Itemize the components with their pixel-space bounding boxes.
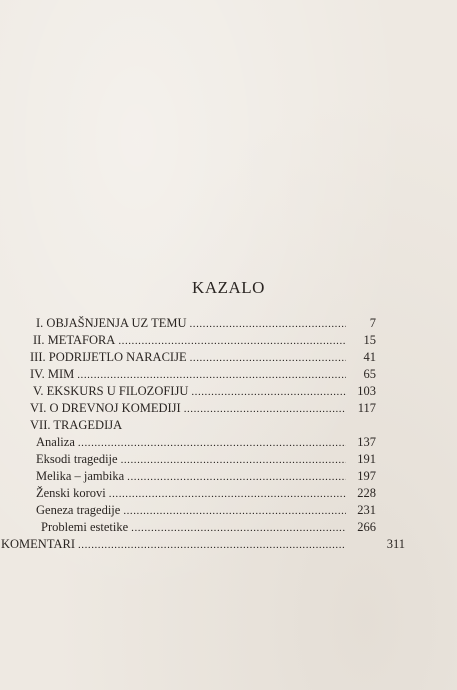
- toc-entry-label: VI. O DREVNOJ KOMEDIJI: [30, 401, 181, 415]
- toc-entry: [30, 332, 376, 349]
- toc-entry-label: Problemi estetike: [41, 520, 129, 534]
- toc-entry-label: Geneza tragedije: [36, 503, 121, 517]
- dot-leader: [109, 486, 346, 503]
- toc-entry: [30, 468, 376, 485]
- dot-leader: [78, 435, 346, 452]
- dot-leader: [191, 384, 346, 401]
- toc-entry-label: IV. MIM: [30, 367, 75, 381]
- toc-entry-page-number: 137: [357, 435, 376, 449]
- toc-entry: [30, 519, 376, 536]
- toc-entry: [30, 315, 376, 332]
- dot-leader: [127, 469, 346, 486]
- dot-leader: [189, 316, 346, 333]
- toc-entry: [30, 366, 376, 383]
- toc-entry-label: Ženski korovi: [36, 486, 106, 500]
- toc-entry: [30, 417, 346, 434]
- toc-entry-page-number: 7: [369, 316, 376, 330]
- dot-leader: [77, 367, 346, 384]
- toc-entry-label: Analiza: [36, 435, 75, 449]
- toc-entry-page-number: 311: [386, 537, 405, 551]
- toc-entry-label: VII. TRAGEDIJA: [30, 418, 123, 432]
- toc-entry-label: III. PODRIJETLO NARACIJE: [30, 350, 187, 364]
- toc-entry: [30, 400, 376, 417]
- toc-entry: [30, 485, 376, 502]
- dot-leader: [131, 520, 346, 537]
- dot-leader: [118, 333, 346, 350]
- toc-entry: [30, 451, 376, 468]
- toc-entry-page-number: 266: [357, 520, 376, 534]
- toc-entry-page-number: 15: [363, 333, 376, 347]
- toc-entry: [30, 502, 376, 519]
- toc-entry-label: Eksodi tragedije: [36, 452, 118, 466]
- dot-leader: [190, 350, 346, 367]
- toc-entry-page-number: 117: [357, 401, 376, 415]
- toc-entry-label: Melika – jambika: [36, 469, 125, 483]
- toc-entry-page-number: 41: [363, 350, 376, 364]
- toc-entry: [1, 536, 405, 553]
- page-title: KAZALO: [192, 278, 265, 297]
- toc-entry-page-number: 103: [357, 384, 376, 398]
- dot-leader: [78, 537, 346, 554]
- toc-entry-label: II. METAFORA: [33, 333, 116, 347]
- toc-entry-label: I. OBJAŠNJENJA UZ TEMU: [36, 316, 187, 330]
- dot-leader: [184, 401, 346, 418]
- toc-entry-page-number: 191: [357, 452, 376, 466]
- toc-entry: [30, 383, 376, 400]
- toc-entry-page-number: 228: [357, 486, 376, 500]
- toc-entry-page-number: 65: [363, 367, 376, 381]
- toc-entry-label: V. EKSKURS U FILOZOFIJU: [33, 384, 189, 398]
- toc-entry-page-number: 197: [357, 469, 376, 483]
- toc-entry: [30, 434, 376, 451]
- table-of-contents: [1, 315, 405, 553]
- toc-entry: [30, 349, 376, 366]
- dot-leader: [121, 452, 346, 469]
- toc-entry-label: KOMENTARI: [1, 537, 75, 551]
- dot-leader: [123, 503, 346, 520]
- toc-entry-page-number: 231: [357, 503, 376, 517]
